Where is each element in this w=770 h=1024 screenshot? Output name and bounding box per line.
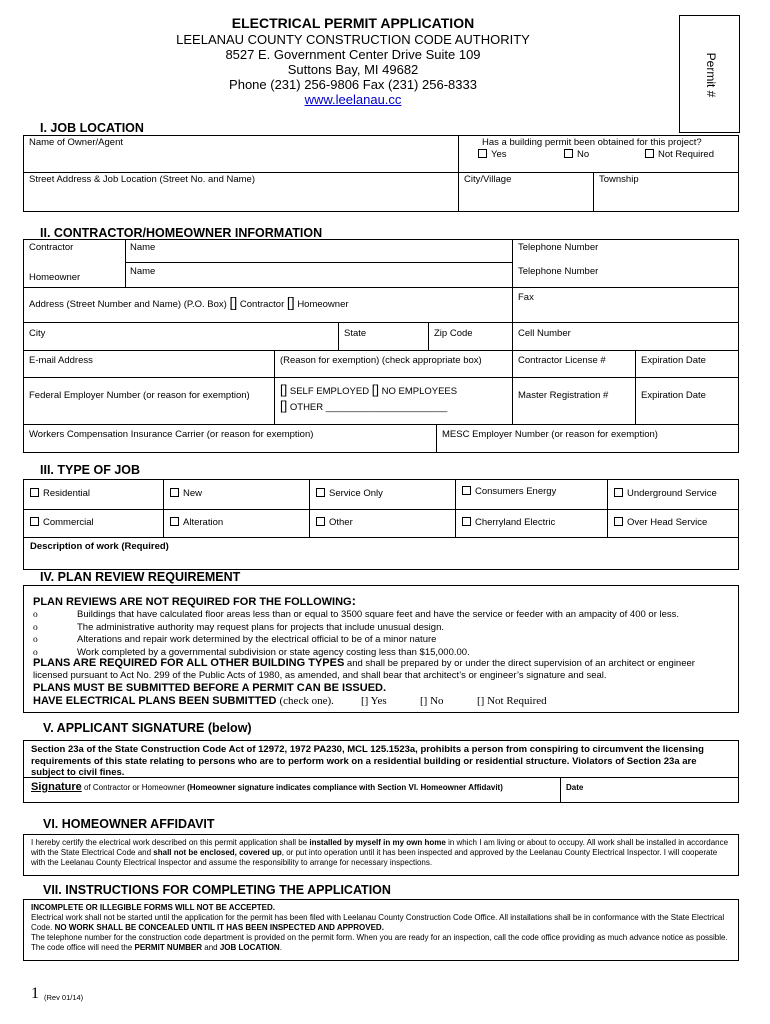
section-7-title: VII. INSTRUCTIONS FOR COMPLETING THE APPLICATION [43, 883, 391, 897]
list-item: o The administrative authority may request plans for projects that include unusual design. [33, 621, 445, 633]
document-header [130, 15, 576, 107]
contractor-label: Contractor [29, 242, 74, 253]
permit-yes-option[interactable]: Yes [478, 149, 507, 160]
mesc-label: MESC Employer Number (or reason for exemption) [442, 429, 658, 440]
plans-not-required-option[interactable]: [] Not Required [477, 695, 547, 707]
plan-review-heading: PLAN REVIEWS ARE NOT REQUIRED FOR THE FOLLOWING: [33, 593, 356, 608]
page-number: 1 [31, 985, 39, 1002]
signature-date-label: Date [566, 783, 584, 792]
checkbox-icon[interactable] [316, 488, 325, 497]
phone-fax: Phone (231) 256-9806 Fax (231) 256-8333 [229, 77, 477, 92]
state-label: State [344, 328, 367, 339]
city-label: City [29, 328, 46, 339]
plans-yes-option[interactable]: [] Yes [361, 695, 387, 707]
signature-label: Signature of Contractor or Homeowner (Homeowner signature indicates compliance with Section VI. Homeowner Affidavit) [31, 781, 503, 793]
checkbox-icon[interactable] [30, 488, 39, 497]
street-address-label: Street Address & Job Location (Street No. and Name) [29, 174, 256, 185]
affidavit-text: I hereby certify the electrical work described on this permit application shall be installed by myself in my own home in which I am living or about to occupy. All work shall be installed in accordance with the State Electrical Code and shall not be enclosed, covered up, or put into operation until it has been inspected and approved by the Leelanau County Electrical Inspector. I will cooperate with the Leelanau County Electrical Inspector and assume the responsibility to arrange for necessary inspections. [31, 838, 729, 867]
homeowner-label: Homeowner [29, 272, 81, 283]
plans-required-text: PLANS ARE REQUIRED FOR ALL OTHER BUILDING TYPES and shall be prepared by or under the direct supervision of an architect or engineer licensed pursuant to Act No. 299 of the Public Acts of 1980, as amended, and shall bear that architect’s or engineer’s signature and seal. [33, 657, 695, 681]
license-expiration-label: Expiration Date [641, 355, 706, 366]
permit-not-required-option[interactable]: Not Required [645, 149, 714, 160]
township-label: Township [599, 174, 639, 185]
job-other-option[interactable]: Other [316, 517, 353, 528]
revision-label: (Rev 01/14) [44, 993, 84, 1002]
checkbox-icon[interactable] [614, 517, 623, 526]
registration-expiration-label: Expiration Date [641, 390, 706, 401]
checkbox-icon[interactable] [462, 486, 471, 495]
section-2-title: II. CONTRACTOR/HOMEOWNER INFORMATION [40, 226, 323, 240]
permit-no-option[interactable]: No [564, 149, 589, 160]
section-5-title: V. APPLICANT SIGNATURE (below) [43, 721, 252, 735]
contractor-name-label: Name [130, 242, 156, 253]
authority-name: LEELANAU COUNTY CONSTRUCTION CODE AUTHORITY [176, 32, 530, 47]
job-underground-service-option[interactable]: Underground Service [614, 488, 717, 499]
other-exemption-option[interactable]: [] OTHER _______________________ [280, 398, 448, 413]
contractor-telephone-label: Telephone Number [518, 242, 599, 253]
checkbox-icon[interactable] [645, 149, 654, 158]
job-consumers-energy-option[interactable]: Consumers Energy [462, 486, 556, 497]
checkbox-icon[interactable] [614, 488, 623, 497]
email-label: E-mail Address [29, 355, 93, 366]
checkbox-icon[interactable] [170, 517, 179, 526]
checkbox-icon[interactable] [564, 149, 573, 158]
job-overhead-service-option[interactable]: Over Head Service [614, 517, 707, 528]
instructions-text: INCOMPLETE OR ILLEGIBLE FORMS WILL NOT BE ACCEPTED. Electrical work shall not be started until the application for the permit has been filed with Leelanau County Construction Code Office. All installations shall be in conformance with the State Electrical Code. NO WORK SHALL BE CONCEALED UNTIL IT HAS BEEN INSPECTED AND APPROVED. The telephone number for the construction code department is provided on the permit form. When you are ready for an inspection, call the code office providing as much advance notice as possible. The code office will need the PERMIT NUMBER and JOB LOCATION. [31, 903, 728, 952]
checkbox-icon[interactable] [170, 488, 179, 497]
self-employed-option[interactable]: [] SELF EMPLOYED [] NO EMPLOYEES [280, 382, 458, 397]
exemption-reason-label: (Reason for exemption) (check appropriate box) [280, 355, 482, 366]
checkbox-icon[interactable] [30, 517, 39, 526]
plans-no-option[interactable]: [] No [420, 695, 444, 707]
plans-must-be-submitted: PLANS MUST BE SUBMITTED BEFORE A PERMIT CAN BE ISSUED. [33, 682, 387, 694]
city-village-label: City/Village [464, 174, 512, 185]
address-line-1: 8527 E. Government Center Drive Suite 109 [225, 47, 481, 62]
permit-number-label: Permit # [704, 52, 718, 98]
section-3-title: III. TYPE OF JOB [40, 463, 141, 477]
section-23a-statement: Section 23a of the State Construction Code Act of 12972, 1972 PA230, MCL 125.1523a, prohibits a person from conspiring to circumvent the licensing requirements of this state relating to persons who are to perform work on a residential building or residential structure. Violators of Section 23a are subject to civil fines. [31, 744, 704, 778]
job-commercial-option[interactable]: Commercial [30, 517, 94, 528]
checkbox-icon[interactable] [462, 517, 471, 526]
address-contractor-option[interactable]: Contractor [239, 299, 285, 310]
plan-review-exemptions-list [33, 609, 723, 659]
workers-comp-label: Workers Compensation Insurance Carrier (or reason for exemption) [29, 429, 314, 440]
list-item: o Buildings that have calculated floor areas less than or equal to 3500 square feet and have the service or feeder with an ampacity of 400 or less. [33, 609, 680, 620]
address-label: Address (Street Number and Name) (P.O. Box) [] Contractor [] Homeowner [29, 294, 349, 310]
contractor-license-label: Contractor License # [518, 355, 606, 366]
address-line-2: Suttons Bay, MI 49682 [287, 62, 419, 77]
job-residential-option[interactable]: Residential [30, 488, 90, 499]
section-6-title: VI. HOMEOWNER AFFIDAVIT [43, 817, 215, 831]
building-permit-question: Has a building permit been obtained for this project? [482, 137, 702, 148]
homeowner-name-label: Name [130, 266, 156, 277]
job-cherryland-electric-option[interactable]: Cherryland Electric [462, 517, 555, 528]
job-new-option[interactable]: New [170, 488, 202, 499]
list-item: o Alterations and repair work determined by the electrical official to be of a minor nature [33, 634, 437, 645]
cell-label: Cell Number [518, 328, 571, 339]
job-alteration-option[interactable]: Alteration [170, 517, 223, 528]
zip-label: Zip Code [434, 328, 473, 339]
section-4-title: IV. PLAN REVIEW REQUIREMENT [40, 570, 241, 584]
master-registration-label: Master Registration # [518, 390, 609, 401]
checkbox-icon[interactable] [478, 149, 487, 158]
website-link[interactable]: www.leelanau.cc [304, 92, 402, 107]
fax-label: Fax [518, 292, 534, 303]
permit-number-box[interactable] [679, 15, 740, 133]
plans-submitted-question: HAVE ELECTRICAL PLANS BEEN SUBMITTED (check one). [33, 695, 334, 707]
description-of-work-label: Description of work (Required) [30, 541, 169, 552]
job-service-only-option[interactable]: Service Only [316, 488, 383, 499]
address-homeowner-option[interactable]: Homeowner [297, 299, 349, 310]
homeowner-telephone-label: Telephone Number [518, 266, 599, 277]
form-title: ELECTRICAL PERMIT APPLICATION [231, 15, 475, 31]
owner-agent-label: Name of Owner/Agent [29, 137, 123, 148]
fein-label: Federal Employer Number (or reason for exemption) [29, 390, 250, 401]
section-1-title: I. JOB LOCATION [40, 121, 144, 135]
checkbox-icon[interactable] [316, 517, 325, 526]
list-item: o Work completed by a governmental subdivision or state agency costing less than $15,000.00. [33, 646, 470, 658]
